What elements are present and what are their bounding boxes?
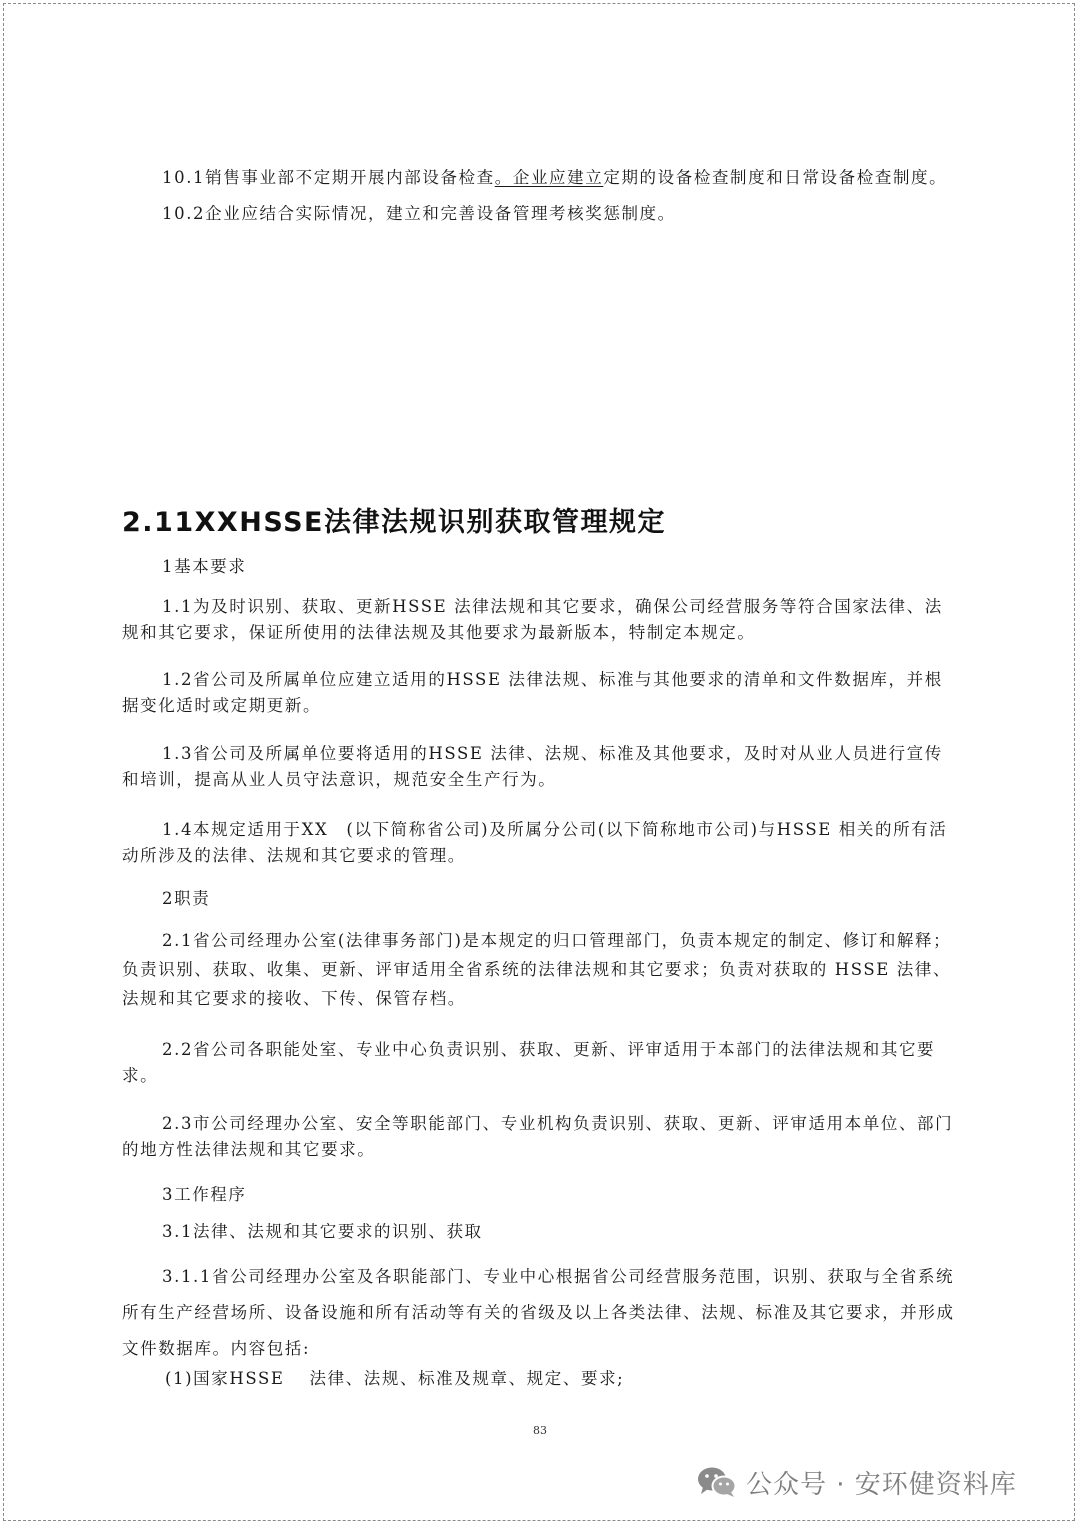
- paragraph-10-1-part-a: 10.1销售事业部不定期开展内部设备检查: [162, 168, 495, 187]
- paragraph-1-1: 1.1为及时识别、获取、更新HSSE 法律法规和其它要求，确保公司经营服务等符合国家法律、法规和其它要求，保证所使用的法律法规及其他要求为最新版本，特制定本规定。: [122, 597, 943, 642]
- paragraph-1-4: 1.4本规定适用于XX (以下简称省公司)及所属分公司(以下简称地市公司)与HSSE 相关的所有活动所涉及的法律、法规和其它要求的管理。: [122, 820, 948, 865]
- paragraph-10-1-part-b: 定期的设备检查制度和日常设备检查制度。: [603, 168, 948, 187]
- subheading-basic-requirements: 1基本要求: [162, 557, 247, 576]
- paragraph-2-3: 2.3市公司经理办公室、安全等职能部门、专业机构负责识别、获取、更新、评审适用本单位、部门的地方性法律法规和其它要求。: [122, 1114, 954, 1159]
- subheading-3-1: 3.1法律、法规和其它要求的识别、获取: [162, 1222, 483, 1241]
- section-heading: 2.11XXHSSE法律法规识别获取管理规定: [122, 507, 666, 538]
- paragraph-1-3: 1.3省公司及所属单位要将适用的HSSE 法律、法规、标准及其他要求，及时对从业人员进行宣传和培训，提高从业人员守法意识，规范安全生产行为。: [122, 744, 943, 789]
- paragraph-2-2: 2.2省公司各职能处室、专业中心负责识别、获取、更新、评审适用于本部门的法律法规和其它要求。: [122, 1040, 936, 1085]
- wechat-icon: [696, 1465, 738, 1499]
- watermark-text: 公众号 · 安环健资料库: [746, 1469, 1017, 1500]
- watermark: [696, 1460, 1017, 1504]
- paragraph-3-1-1: 3.1.1省公司经理办公室及各职能部门、专业中心根据省公司经营服务范围，识别、获取与全省系统所有生产经营场所、设备设施和所有活动等有关的省级及以上各类法律、法规、标准及其它要求，并形成文件数据库。内容包括:: [122, 1267, 955, 1358]
- paragraph-10-2: 10.2企业应结合实际情况，建立和完善设备管理考核奖惩制度。: [162, 204, 676, 223]
- list-item-1: (1)国家HSSE 法律、法规、标准及规章、规定、要求;: [165, 1369, 625, 1388]
- paragraph-10-1-underlined: 。企业应建立: [494, 168, 604, 187]
- paragraph-1-2: 1.2省公司及所属单位应建立适用的HSSE 法律法规、标准与其他要求的清单和文件数据库，并根据变化适时或定期更新。: [122, 670, 943, 715]
- subheading-work-procedure: 3工作程序: [162, 1185, 247, 1204]
- page-number: 83: [533, 1424, 547, 1437]
- paragraph-10-1: [162, 165, 947, 191]
- paragraph-2-1: 2.1省公司经理办公室(法律事务部门)是本规定的归口管理部门，负责本规定的制定、修订和解释；负责识别、获取、收集、更新、评审适用全省系统的法律法规和其它要求；负责对获取的 HSSE 法律、法规和其它要求的接收、下传、保管存档。: [122, 931, 952, 1008]
- subheading-responsibilities: 2职责: [162, 889, 211, 908]
